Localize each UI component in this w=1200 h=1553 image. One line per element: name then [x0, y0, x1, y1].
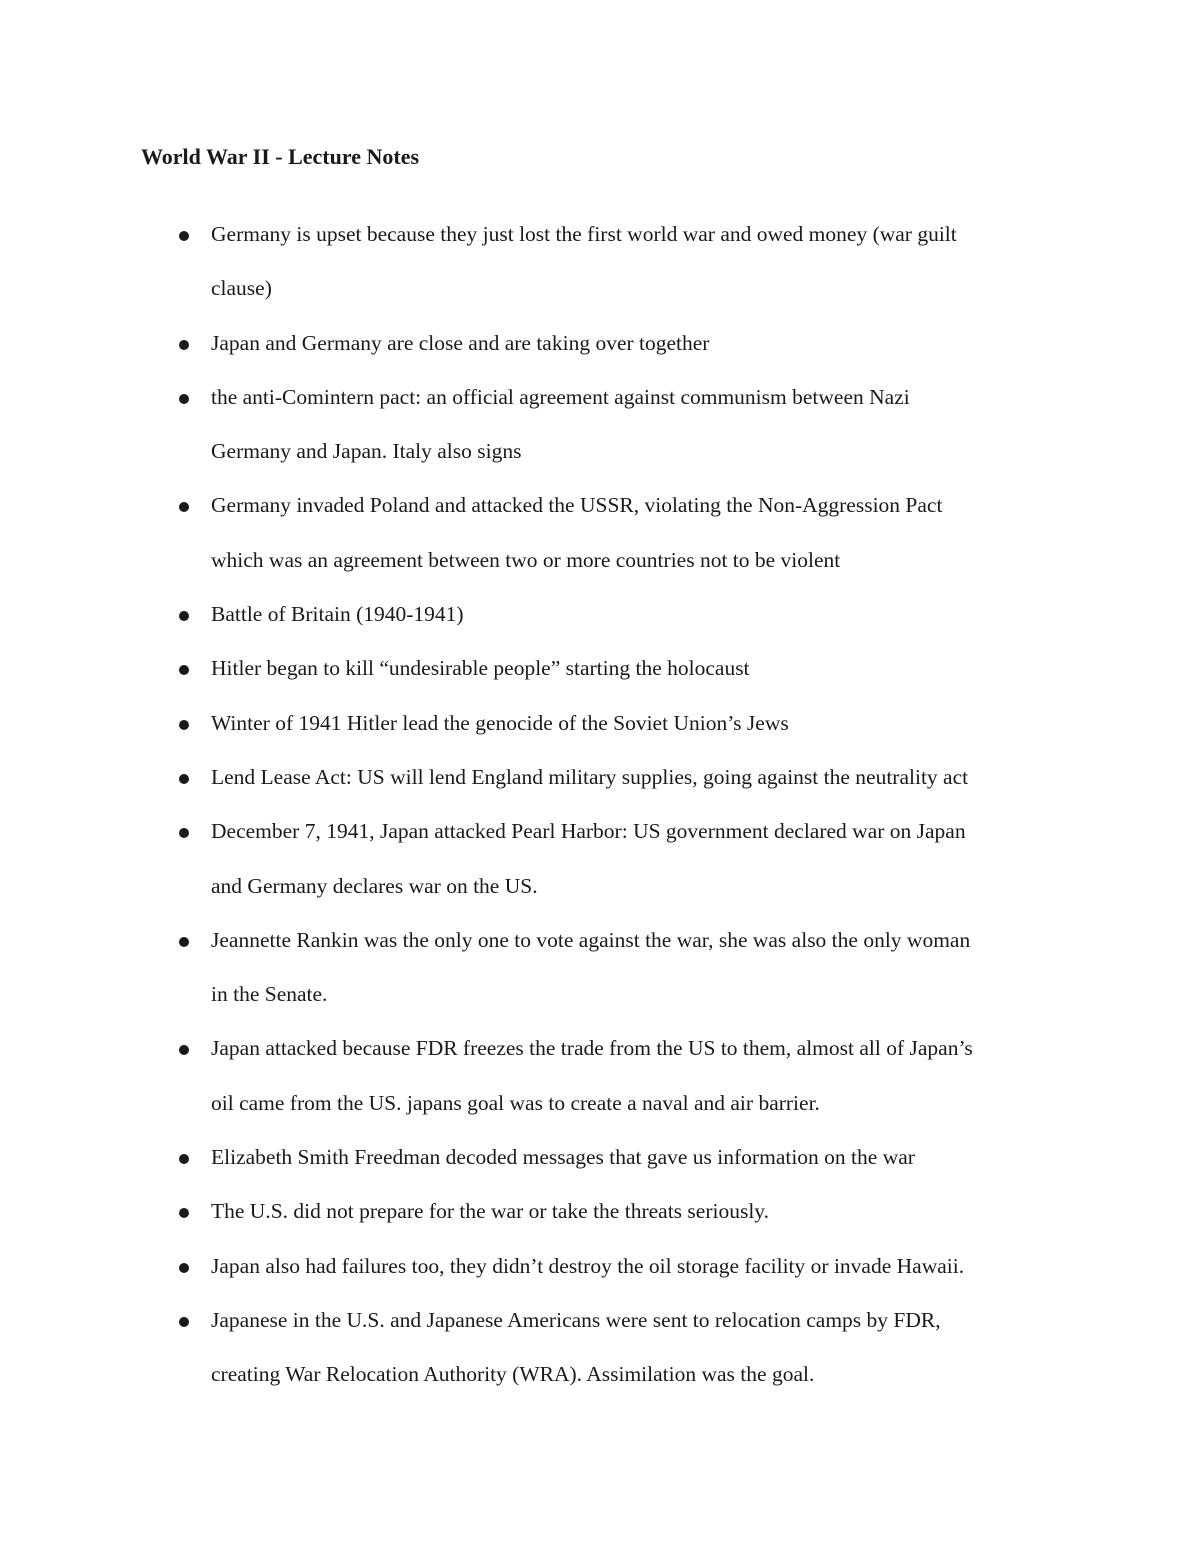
bullet-icon [179, 665, 189, 675]
bullet-icon [179, 1154, 189, 1164]
list-item [0, 1239, 1200, 1293]
bullet-icon [179, 340, 189, 350]
bullet-icon [179, 720, 189, 730]
bullet-icon [179, 937, 189, 947]
bullet-icon [179, 502, 189, 512]
note-text: Japan also had failures too, they didn’t destroy the oil storage facility or invade Hawaii. [211, 1253, 965, 1278]
note-text: Japanese in the U.S. and Japanese Americans were sent to relocation camps by FDR, creating War Relocation Authority (WRA). Assimilation was the goal. [211, 1307, 941, 1387]
list-item [0, 478, 1200, 587]
bullet-icon [179, 828, 189, 838]
list-item [0, 316, 1200, 370]
bullet-icon [179, 1208, 189, 1218]
note-text: Lend Lease Act: US will lend England military supplies, going against the neutrality act [211, 764, 969, 789]
note-text: Hitler began to kill “undesirable people” starting the holocaust [211, 656, 750, 681]
note-text: Japan and Germany are close and are taking over together [211, 330, 710, 355]
list-item [0, 1130, 1200, 1184]
note-text: Elizabeth Smith Freedman decoded messages that gave us information on the war [211, 1145, 915, 1170]
list-item [0, 696, 1200, 750]
bullet-icon [179, 1263, 189, 1273]
list-item [0, 750, 1200, 804]
note-text: Germany invaded Poland and attacked the USSR, violating the Non-Aggression Pact which was an agreement between two or more countries not to be violent [211, 493, 943, 572]
list-item [0, 587, 1200, 641]
note-text: December 7, 1941, Japan attacked Pearl Harbor: US government declared war on Japan and Germany declares war on the US. [211, 819, 966, 898]
bullet-icon [179, 774, 189, 784]
list-item [0, 370, 1200, 479]
note-text: The U.S. did not prepare for the war or take the threats seriously. [211, 1199, 770, 1224]
list-item [0, 641, 1200, 695]
bullet-icon [179, 231, 189, 241]
list-item [0, 207, 1200, 316]
note-text: Battle of Britain (1940-1941) [211, 602, 464, 627]
list-item [0, 1293, 1200, 1402]
note-text: Winter of 1941 Hitler lead the genocide of the Soviet Union’s Jews [211, 710, 789, 735]
note-text: the anti-Comintern pact: an official agreement against communism between Nazi Germany and Japan. Italy also signs [211, 384, 910, 464]
note-text: Germany is upset because they just lost the first world war and owed money (war guilt clause) [211, 222, 957, 301]
note-text: Jeannette Rankin was the only one to vote against the war, she was also the only woman in the Senate. [211, 927, 971, 1007]
notes-list [0, 207, 1200, 1402]
page-title: World War II - Lecture Notes [141, 144, 420, 169]
list-item [0, 804, 1200, 913]
list-item [0, 1021, 1200, 1130]
bullet-icon [179, 394, 189, 404]
bullet-icon [179, 1045, 189, 1055]
bullet-icon [179, 611, 189, 621]
list-item [0, 1184, 1200, 1238]
note-text: Japan attacked because FDR freezes the trade from the US to them, almost all of Japan’s oil came from the US. japans goal was to create a naval and air barrier. [211, 1036, 973, 1115]
bullet-icon [179, 1317, 189, 1327]
list-item [0, 913, 1200, 1022]
